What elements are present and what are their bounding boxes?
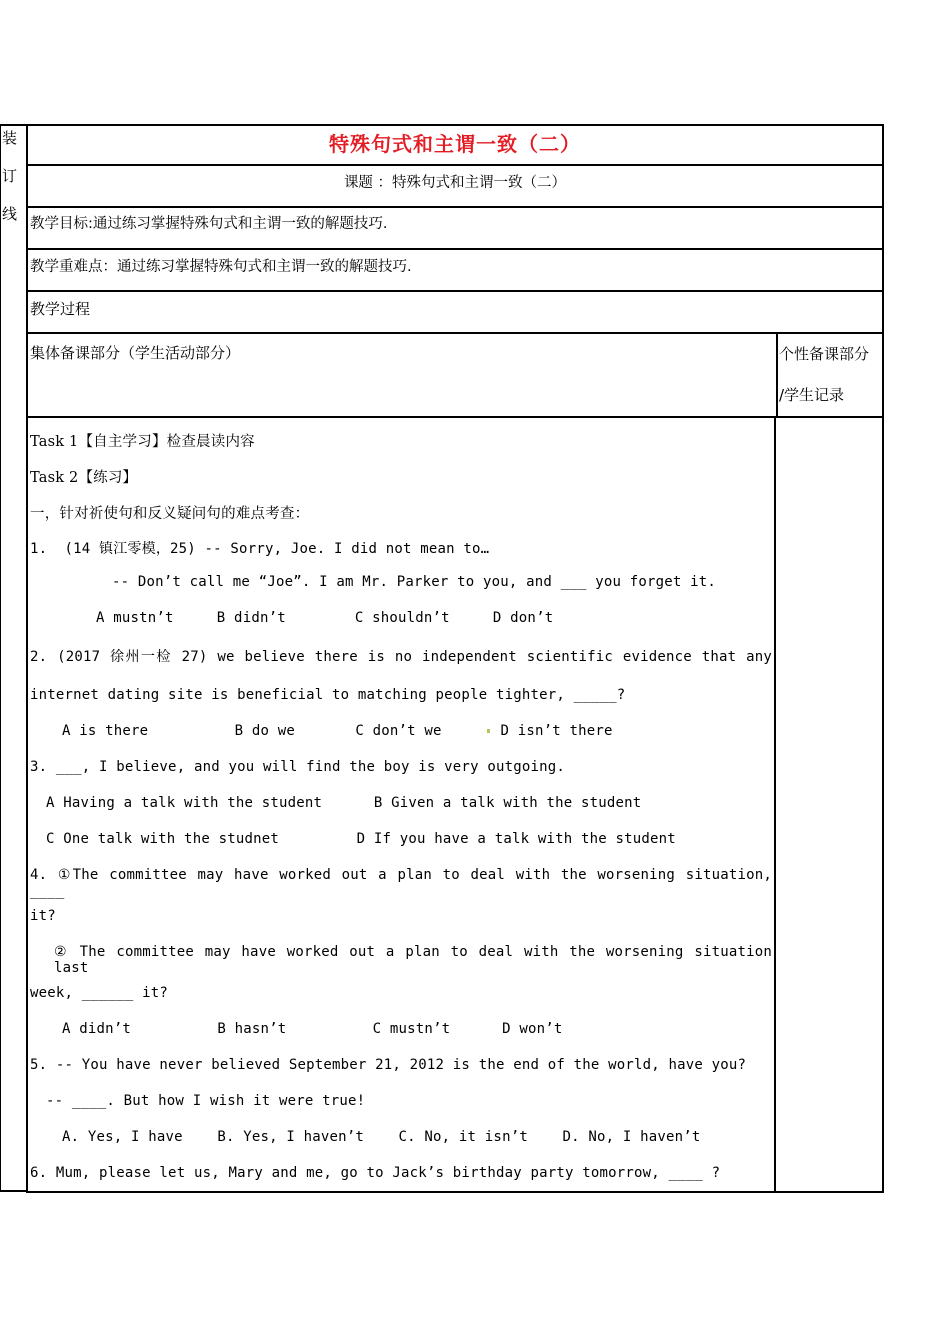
subject-row: 课题 ：特殊句式和主谓一致（二） [28, 166, 882, 208]
binding-char: 订 [2, 167, 18, 185]
exercise-content [28, 418, 776, 1193]
binding-char: 装 [2, 129, 18, 147]
collective-row [28, 334, 882, 418]
question-5-reply: -- ____. But how I wish it were true! [46, 1093, 366, 1109]
difficulty-row: 教学重难点：通过练习掌握特殊句式和主谓一致的解题技巧. [28, 250, 882, 292]
lesson-table [26, 124, 884, 1193]
question-2-cont: internet dating site is beneficial to matching people tighter, _____? [30, 687, 626, 703]
question-3-options-b: C One talk with the studnet D If you have a talk with the student [46, 831, 676, 847]
binding-char: 线 [2, 205, 18, 223]
question-3: 3. ___, I believe, and you will find the boy is very outgoing. [30, 759, 565, 775]
question-4-part2: ② The committee may have worked out a plan to deal with the worsening situation last [54, 944, 772, 976]
question-4-part2-cont: week, ______ it? [30, 985, 169, 1001]
question-5-options: A. Yes, I have B. Yes, I haven’t C. No, it isn’t D. No, I haven’t [62, 1129, 701, 1145]
record-label: /学生记录 [779, 386, 845, 404]
question-2: 2. (2017 徐州一检 27) we believe there is no independent scientific evidence that any [30, 649, 772, 665]
task1-line: Task 1【自主学习】检查晨读内容 [30, 434, 255, 450]
question-2-options [62, 723, 613, 739]
question-1-options: A mustn’t B didn’t C shouldn’t D don’t [96, 610, 554, 626]
personal-column-header [776, 334, 882, 416]
binding-label [2, 128, 22, 242]
mark-dot [487, 729, 490, 733]
personal-label: 个性备课部分 [779, 345, 870, 363]
question-1-reply: -- Don’t call me “Joe”. I am Mr. Parker to you, and ___ you forget it. [112, 574, 717, 590]
binding-margin [0, 124, 26, 1192]
question-1: 1. (14 镇江零模，25) -- Sorry, Joe. I did not mean to… [30, 541, 490, 557]
goal-row: 教学目标:通过练习掌握特殊句式和主谓一致的解题技巧. [28, 208, 882, 250]
question-3-options-a: A Having a talk with the student B Given a talk with the student [46, 795, 642, 811]
question-6: 6. Mum, please let us, Mary and me, go to Jack’s birthday party tomorrow, ____ ? [30, 1165, 721, 1181]
page-title: 特殊句式和主谓一致（二） [28, 126, 882, 166]
question-5: 5. -- You have never believed September 21, 2012 is the end of the world, have you? [30, 1057, 747, 1073]
collective-label: 集体备课部分（学生活动部分） [30, 344, 241, 362]
task2-line: Task 2【练习】 [30, 470, 138, 486]
question-2-options-a: A is there B do we C don’t we [62, 723, 442, 739]
question-4-options: A didn’t B hasn’t C mustn’t D won’t [62, 1021, 563, 1037]
question-4: 4. ①The committee may have worked out a plan to deal with the worsening situation, ____ [30, 867, 772, 899]
section-heading: 一，针对祈使句和反义疑问句的难点考查： [30, 506, 310, 522]
column-divider [774, 418, 776, 1193]
process-row: 教学过程 [28, 292, 882, 334]
question-2-options-b: D isn’t there [500, 723, 613, 739]
question-4-cont: it? [30, 908, 56, 924]
